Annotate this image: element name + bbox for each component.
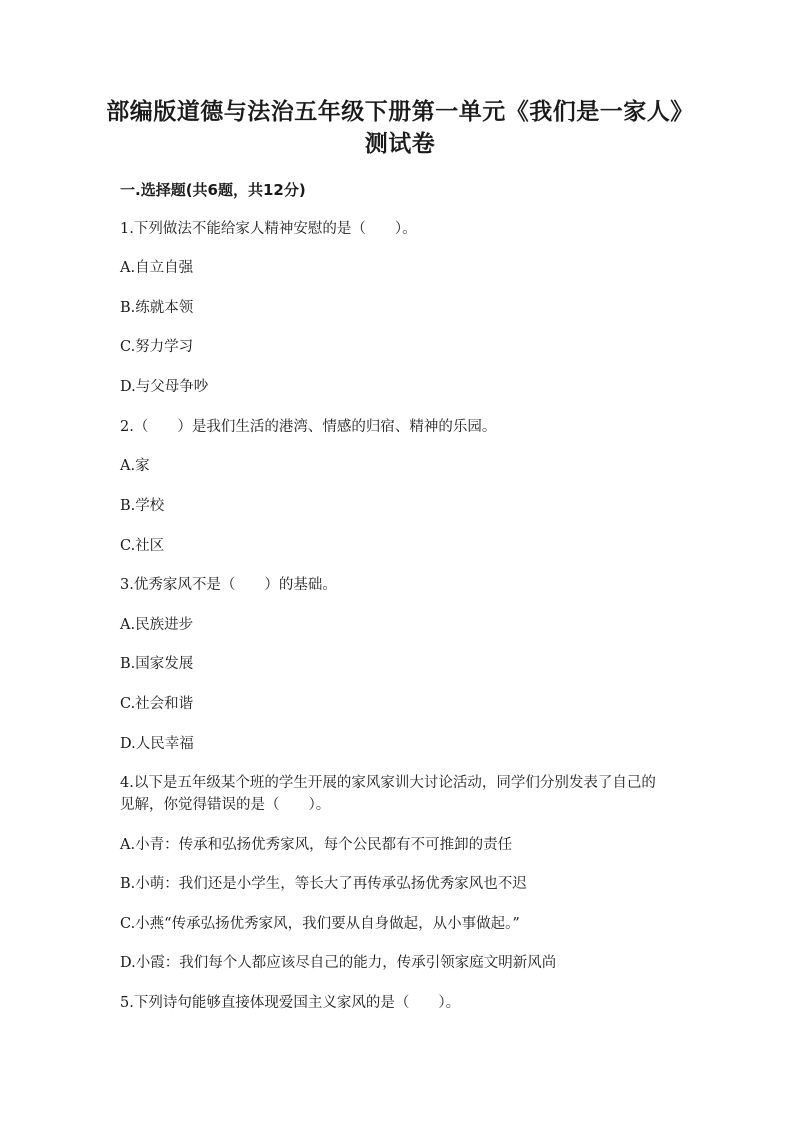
question-1-option-d: D.与父母争吵 bbox=[120, 379, 209, 395]
section-heading: 一.选择题(共6题，共12分) bbox=[120, 181, 306, 199]
question-2-stem: 2.（ ）是我们生活的港湾、情感的归宿、精神的乐园。 bbox=[120, 419, 497, 435]
question-4-option-a: A.小青：传承和弘扬优秀家风，每个公民都有不可推卸的责任 bbox=[120, 837, 513, 853]
question-4-stem: 4.以下是五年级某个班的学生开展的家风家训大讨论活动，同学们分别发表了自己的见解，你觉得错误的是（ ）。 bbox=[120, 775, 656, 813]
question-4-option-d: D.小霞：我们每个人都应该尽自己的能力，传承引领家庭文明新风尚 bbox=[120, 955, 557, 971]
question-1-stem: 1.下列做法不能给家人精神安慰的是（ ）。 bbox=[120, 221, 417, 237]
question-2-option-b: B.学校 bbox=[120, 498, 165, 514]
question-1-option-b: B.练就本领 bbox=[120, 300, 194, 316]
question-1-option-a: A.自立自强 bbox=[120, 260, 194, 276]
question-2-option-a: A.家 bbox=[120, 458, 150, 474]
exam-title: 部编版道德与法治五年级下册第一单元《我们是一家人》测试卷 bbox=[106, 99, 694, 157]
question-3-option-c: C.社会和谐 bbox=[120, 696, 194, 712]
question-3-option-d: D.人民幸福 bbox=[120, 736, 194, 752]
question-3-option-a: A.民族进步 bbox=[120, 617, 194, 633]
question-1-option-c: C.努力学习 bbox=[120, 339, 194, 355]
question-4-option-c: C.小燕“传承弘扬优秀家风，我们要从自身做起，从小事做起。” bbox=[120, 916, 520, 932]
question-4-option-b: B.小萌：我们还是小学生，等长大了再传承弘扬优秀家风也不迟 bbox=[120, 876, 527, 892]
question-5-stem: 5.下列诗句能够直接体现爱国主义家风的是（ ）。 bbox=[120, 995, 461, 1011]
question-2-option-c: C.社区 bbox=[120, 538, 165, 554]
question-3-option-b: B.国家发展 bbox=[120, 656, 194, 672]
question-3-stem: 3.优秀家风不是（ ）的基础。 bbox=[120, 577, 337, 593]
